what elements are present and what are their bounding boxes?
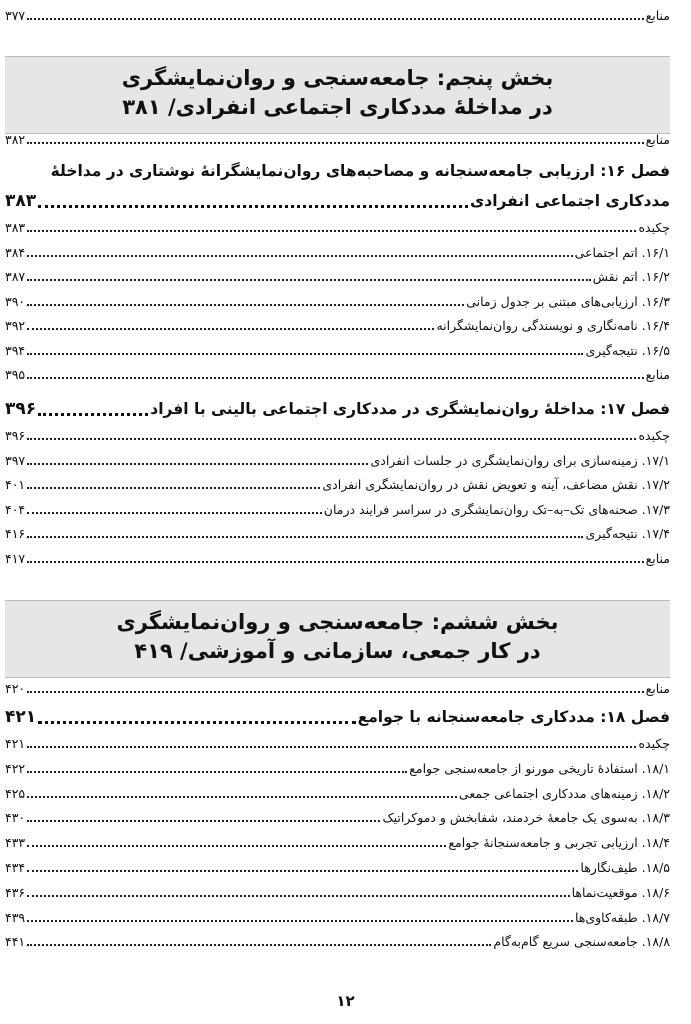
toc-row-sources[interactable] xyxy=(5,681,670,696)
toc-row-title: ۱۸/۴. ارزیابی تجربی و جامعه‌سنجانهٔ جوامع xyxy=(448,835,670,851)
toc-row-title: ۱۶/۵. نتیجه‌گیری xyxy=(585,342,670,358)
toc-row[interactable] xyxy=(5,367,670,382)
toc-row[interactable] xyxy=(5,736,670,751)
chapter-page: ۳۸۳ xyxy=(5,191,37,211)
dot-leader xyxy=(27,745,636,748)
toc-row-page: ۳۹۲ xyxy=(5,318,26,333)
dot-leader xyxy=(27,229,636,232)
part-title-line2: در کار جمعی، سازمانی و آموزشی/ ۴۱۹ xyxy=(134,639,541,663)
toc-row[interactable] xyxy=(5,269,670,284)
dot-leader xyxy=(27,919,573,922)
dot-leader xyxy=(27,690,643,693)
chapter-title-line2: مددکاری اجتماعی انفرادی xyxy=(470,192,670,210)
dot-leader xyxy=(27,535,583,538)
toc-row[interactable] xyxy=(5,453,670,468)
toc-row-title: منابع xyxy=(645,550,670,566)
chapter-page: ۳۹۶ xyxy=(5,399,37,419)
toc-row[interactable] xyxy=(5,860,670,875)
toc-row-page: ۴۲۰ xyxy=(5,681,26,696)
toc-row-page: ۳۹۵ xyxy=(5,367,26,382)
dot-leader xyxy=(27,437,636,440)
toc-row-title: ۱۸/۷. طبقه‌کاوی‌ها xyxy=(574,909,670,925)
toc-row-title: ۱۶/۳. ارزیابی‌های مبتنی بر جدول زمانی xyxy=(466,293,670,309)
toc-row-title: ۱۶/۲. اتم نقش xyxy=(592,269,670,284)
toc-row-title: ۱۷/۱. زمینه‌سازی برای روان‌نمایشگری در جلسات انفرادی xyxy=(370,452,670,468)
toc-row-page: ۳۸۲ xyxy=(5,132,26,147)
toc-row-title: ۱۶/۴. نامه‌نگاری و نویسندگی روان‌نمایشگرانه xyxy=(436,318,670,333)
toc-row-title: چکیده xyxy=(638,736,670,751)
dot-leader xyxy=(27,303,464,306)
toc-row-sources[interactable] xyxy=(5,8,670,23)
dot-leader xyxy=(27,352,583,355)
toc-row-title: چکیده xyxy=(638,220,670,235)
dot-leader xyxy=(27,511,322,514)
toc-row[interactable] xyxy=(5,477,670,492)
toc-row-title: منابع xyxy=(645,681,670,696)
chapter-17-heading[interactable] xyxy=(5,398,670,420)
toc-row-page: ۴۳۴ xyxy=(5,860,26,875)
dot-leader xyxy=(27,278,591,281)
toc-row-page: ۴۳۹ xyxy=(5,909,26,925)
toc-row-title: ۱۸/۸. جامعه‌سنجی سریع گام‌به‌گام xyxy=(493,934,670,950)
chapter-16-heading[interactable] xyxy=(5,160,670,212)
toc-row-page: ۳۹۶ xyxy=(5,428,26,443)
toc-row-page: ۴۳۰ xyxy=(5,810,26,826)
toc-row-title: ۱۸/۳. به‌سوی یک جامعهٔ خردمند، شفابخش و دموکراتیک xyxy=(382,810,670,826)
toc-row[interactable] xyxy=(5,934,670,949)
dot-leader xyxy=(27,141,643,144)
dot-leader xyxy=(27,770,407,773)
part-title-line1: بخش پنجم: جامعه‌سنجی و روان‌نمایشگری xyxy=(121,66,554,90)
toc-row[interactable] xyxy=(5,835,670,850)
dot-leader xyxy=(27,894,569,897)
toc-row[interactable] xyxy=(5,526,670,541)
dot-leader xyxy=(27,869,578,872)
dot-leader xyxy=(27,462,368,465)
chapter-18-heading[interactable] xyxy=(5,706,670,728)
toc-row-page: ۳۹۴ xyxy=(5,342,26,358)
toc-row[interactable] xyxy=(5,885,670,900)
toc-row-page: ۳۸۴ xyxy=(5,244,26,260)
toc-row-page: ۴۴۱ xyxy=(5,934,26,950)
toc-row[interactable] xyxy=(5,910,670,925)
toc-row-title: ۱۷/۴. نتیجه‌گیری xyxy=(585,526,670,541)
chapter-title: فصل ۱۷: مداخلهٔ روان‌نمایشگری در مددکاری اجتماعی بالینی با افراد xyxy=(150,400,670,418)
toc-row-title: منابع xyxy=(645,8,670,23)
toc-row[interactable] xyxy=(5,428,670,443)
toc-row-page: ۴۱۷ xyxy=(5,550,26,566)
toc-row[interactable] xyxy=(5,810,670,825)
toc-row-page: ۳۷۷ xyxy=(5,8,26,23)
toc-row[interactable] xyxy=(5,343,670,358)
part-title-line1: بخش ششم: جامعه‌سنجی و روان‌نمایشگری xyxy=(116,610,559,634)
toc-row-page: ۳۸۷ xyxy=(5,269,26,284)
toc-row-page: ۴۰۱ xyxy=(5,477,26,492)
toc-row-page: ۳۸۳ xyxy=(5,220,26,235)
dot-leader xyxy=(27,795,457,798)
toc-row-page: ۴۱۶ xyxy=(5,526,26,541)
toc-row[interactable] xyxy=(5,502,670,517)
toc-row-page: ۴۲۵ xyxy=(5,785,26,801)
toc-row[interactable] xyxy=(5,786,670,801)
chapter-title: فصل ۱۸: مددکاری جامعه‌سنجانه با جوامع xyxy=(357,708,670,726)
toc-row[interactable] xyxy=(5,551,670,566)
toc-row-page: ۴۰۴ xyxy=(5,501,26,517)
toc-row[interactable] xyxy=(5,245,670,260)
dot-leader xyxy=(27,376,643,379)
part-title-line2: در مداخلهٔ مددکاری اجتماعی انفرادی/ ۳۸۱ xyxy=(122,95,553,119)
toc-row[interactable] xyxy=(5,294,670,309)
toc-row[interactable] xyxy=(5,761,670,776)
dot-leader xyxy=(27,17,643,20)
part-header-5 xyxy=(5,56,670,134)
dot-leader xyxy=(27,560,643,563)
toc-row-title: ۱۸/۲. زمینه‌های مددکاری اجتماعی جمعی xyxy=(458,785,670,801)
chapter-page: ۴۲۱ xyxy=(5,707,37,727)
toc-row-title: ۱۸/۱. استفادهٔ تاریخی مورنو از جامعه‌سنجی جوامع xyxy=(409,760,670,776)
toc-row-title: چکیده xyxy=(638,428,670,443)
page-number: ۱۲ xyxy=(336,992,355,1010)
toc-row-page: ۴۲۲ xyxy=(5,760,26,776)
toc-row-page: ۴۳۶ xyxy=(5,884,26,900)
toc-row-title: منابع xyxy=(645,132,670,147)
dot-leader xyxy=(27,486,320,489)
dot-leader xyxy=(27,819,380,822)
toc-row-page: ۳۹۷ xyxy=(5,452,26,468)
toc-row-title: ۱۸/۶. موقعیت‌نماها xyxy=(571,884,670,900)
toc-row-page: ۴۳۳ xyxy=(5,835,26,851)
dot-leader xyxy=(38,204,468,208)
toc-row-title: ۱۶/۱. اتم اجتماعی xyxy=(574,244,670,260)
toc-row[interactable] xyxy=(5,318,670,333)
dot-leader xyxy=(38,412,148,416)
toc-row-title: ۱۷/۳. صحنه‌های تک–به–تک روان‌نمایشگری در سراسر فرایند درمان xyxy=(323,501,670,517)
toc-row-sources[interactable] xyxy=(5,132,670,147)
toc-row-title: ۱۷/۲. نقش مضاعف، آینه و تعویض نقش در روان‌نمایشگری انفرادی xyxy=(322,477,670,492)
toc-row-title: ۱۸/۵. طیف‌نگارها xyxy=(580,860,670,875)
toc-row-page: ۴۲۱ xyxy=(5,736,26,751)
toc-row-title: منابع xyxy=(645,367,670,382)
dot-leader xyxy=(27,254,572,257)
part-header-6 xyxy=(5,600,670,678)
dot-leader xyxy=(27,844,446,847)
dot-leader xyxy=(38,720,355,724)
toc-row[interactable] xyxy=(5,220,670,235)
toc-row-page: ۳۹۰ xyxy=(5,293,26,309)
chapter-title-line1: فصل ۱۶: ارزیابی جامعه‌سنجانه و مصاحبه‌های روان‌نمایشگرانهٔ نوشتاری در مداخلهٔ xyxy=(50,162,670,180)
dot-leader xyxy=(27,943,491,946)
dot-leader xyxy=(27,327,434,330)
